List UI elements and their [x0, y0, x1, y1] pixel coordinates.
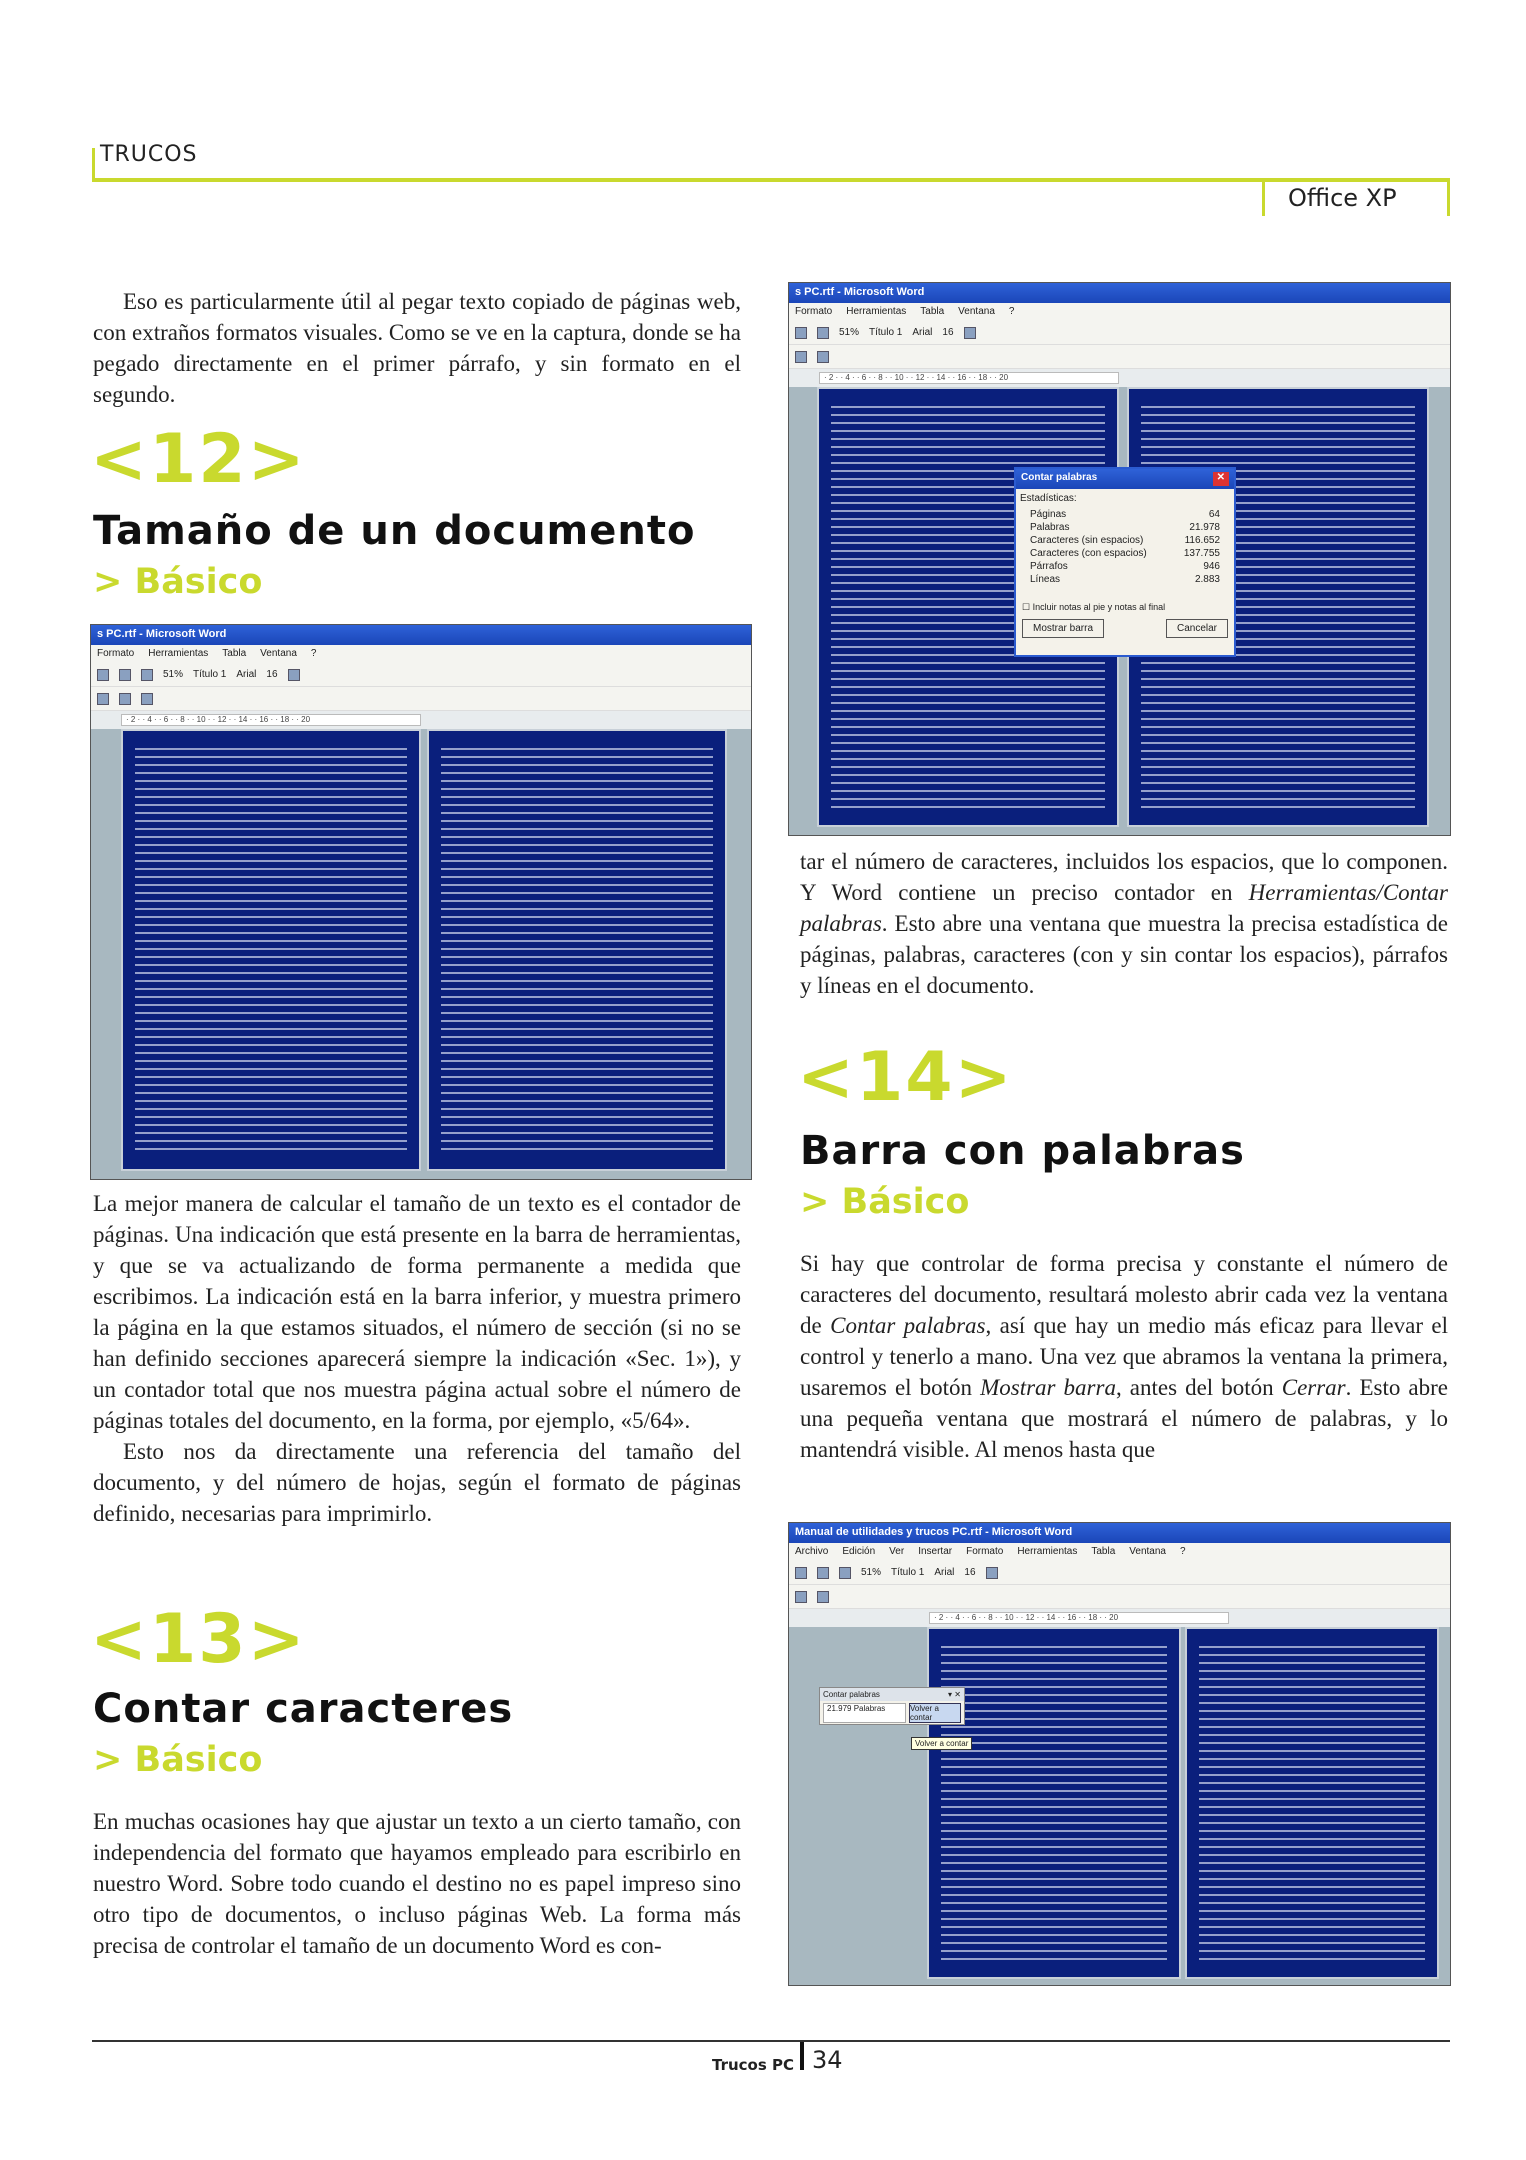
window-title: Manual de utilidades y trucos PC.rtf - Microsoft Word [789, 1523, 1450, 1543]
menu-item[interactable]: Tabla [920, 306, 945, 317]
menu-bar [91, 645, 751, 663]
window-title: s PC.rtf - Microsoft Word [91, 625, 751, 645]
stat-row: Páginas 64 [1030, 509, 1220, 520]
menu-bar [789, 1543, 1450, 1561]
zoom-select[interactable]: 51% [861, 1567, 882, 1578]
font-select[interactable]: Arial [912, 327, 933, 338]
tip-level-13: > Básico [93, 1740, 263, 1780]
toolbar-2 [91, 687, 751, 711]
ruler [789, 1609, 1450, 1627]
toolbar [91, 663, 751, 687]
menu-item[interactable]: Edición [842, 1546, 876, 1557]
doc-page-left [927, 1627, 1181, 1979]
menu-item[interactable]: Archivo [795, 1546, 829, 1557]
stat-row: Palabras 21.978 [1030, 522, 1220, 533]
tip-level-14: > Básico [800, 1182, 970, 1222]
intro-paragraph [93, 286, 741, 410]
toolbar-title: Contar palabras [823, 1690, 880, 1699]
menu-item[interactable]: Ventana [958, 306, 995, 317]
zoom-select[interactable]: 51% [163, 669, 184, 680]
include-notes-checkbox[interactable]: ☐ Incluir notas al pie y notas al final [1022, 602, 1166, 612]
intro-text: Eso es particularmente útil al pegar texto copiado de páginas web, con extraños formatos visuales. Como se ve en la captura, donde se ha pegado directamente en el primer párrafo, y sin formato en el segundo. [93, 289, 741, 407]
ruler-scale: · 2 · · 4 · · 6 · · 8 · · 10 · · 12 · · 14 · · 16 · · 18 · · 20 [929, 1612, 1229, 1624]
menu-item[interactable]: Herramientas [148, 648, 209, 659]
toolbar-icon[interactable] [795, 1567, 807, 1579]
section-title: TRUCOS [100, 142, 198, 167]
doc-page-left [121, 729, 421, 1171]
style-select[interactable]: Título 1 [891, 1567, 925, 1578]
menu-item[interactable]: Tabla [1091, 1546, 1116, 1557]
toolbar [789, 1561, 1450, 1585]
paragraph: La mejor manera de calcular el tamaño de un texto es el contador de páginas. Una indicación que está presente en la barra de herramientas, y que se va actualizando de forma permanente a medida que escribimos. La indicación está en la barra inferior, y muestra primero la página en la que estamos situados, el número de sección (si no se han definido secciones aparecerá siempre la indicación «Sec. 1»), y un contador total que nos muestra página actual sobre el número de páginas totales del documento, en la forma, por ejemplo, «5/64». [93, 1191, 741, 1433]
menu-item[interactable]: Ventana [260, 648, 297, 659]
menu-item[interactable]: Formato [97, 648, 135, 659]
ruler-scale: · 2 · · 4 · · 6 · · 8 · · 10 · · 12 · · 14 · · 16 · · 18 · · 20 [121, 714, 421, 726]
menu-item[interactable]: Formato [795, 306, 833, 317]
toolbar-icon[interactable] [97, 693, 109, 705]
bold-icon[interactable] [986, 1567, 998, 1579]
toolbar-icon[interactable] [817, 1567, 829, 1579]
toolbar-icon[interactable] [141, 693, 153, 705]
toolbar-icon[interactable] [119, 693, 131, 705]
toolbar-icon[interactable] [795, 327, 807, 339]
paragraph: En muchas ocasiones hay que ajustar un texto a un cierto tamaño, con independencia del formato que hayamos empleado para escribirlo en nuestro Word. Sobre todo cuando el destino no es papel impreso sino otro tipo de documentos, o incluso páginas Web. La forma más precisa de controlar el tamaño de un documento Word es con- [93, 1809, 741, 1958]
tip-number-13: <13> [90, 1600, 307, 1679]
tip-title-12: Tamaño de un documento [93, 508, 696, 554]
word-screenshot-2 [788, 282, 1451, 836]
stats-label: Estadísticas: [1020, 493, 1077, 504]
tooltip: Volver a contar [911, 1737, 972, 1750]
toolbar-2 [789, 345, 1450, 369]
header-accent [92, 148, 95, 180]
footer-rule [92, 2040, 1450, 2042]
toolbar-icon[interactable] [839, 1567, 851, 1579]
toolbar-icon[interactable] [97, 669, 109, 681]
toolbar-icon[interactable] [817, 351, 829, 363]
word-screenshot-1 [90, 624, 752, 1180]
menu-bar [789, 303, 1450, 321]
menu-item[interactable]: ? [1008, 306, 1015, 317]
toolbar-icon[interactable] [795, 1591, 807, 1603]
menu-item[interactable]: Ventana [1129, 1546, 1166, 1557]
close-icon[interactable]: ▾ ✕ [948, 1690, 961, 1699]
menu-item[interactable]: Herramientas [1017, 1546, 1078, 1557]
show-bar-button[interactable]: Mostrar barra [1022, 619, 1104, 638]
toolbar-icon[interactable] [141, 669, 153, 681]
word-count-field[interactable]: 21.979 Palabras [823, 1703, 906, 1723]
tip-title-13: Contar caracteres [93, 1686, 514, 1732]
word-count-dialog [1014, 467, 1236, 657]
ruler [789, 369, 1450, 387]
style-select[interactable]: Título 1 [869, 327, 903, 338]
style-select[interactable]: Título 1 [193, 669, 227, 680]
ruler-scale: · 2 · · 4 · · 6 · · 8 · · 10 · · 12 · · 14 · · 16 · · 18 · · 20 [819, 372, 1119, 384]
size-select[interactable]: 16 [964, 1567, 976, 1578]
tip13-continued [800, 846, 1448, 1001]
ruler [91, 711, 751, 729]
doc-page-right [1185, 1627, 1439, 1979]
recount-button[interactable]: Volver a contar [909, 1703, 961, 1723]
menu-item[interactable]: ? [310, 648, 317, 659]
toolbar-icon[interactable] [119, 669, 131, 681]
toolbar [789, 321, 1450, 345]
doc-page-right [427, 729, 727, 1171]
menu-item[interactable]: Formato [966, 1546, 1004, 1557]
paragraph: tar el número de caracteres, incluidos los espacios, que lo componen. Y Word contiene un preciso contador en Herramientas/Contar palabras. Esto abre una ventana que muestra la precisa estadística de páginas, palabras, caracteres (con y sin contar los espacios), párrafos y líneas en el documento. [800, 849, 1448, 998]
tip-number-12: <12> [90, 420, 307, 499]
document-area [789, 1627, 1450, 1985]
zoom-select[interactable]: 51% [839, 327, 860, 338]
cancel-button[interactable]: Cancelar [1166, 619, 1228, 638]
stat-row: Caracteres (sin espacios) 116.652 [1030, 535, 1220, 546]
page-number: 34 [812, 2046, 843, 2074]
menu-item[interactable]: ? [1179, 1546, 1186, 1557]
toolbar-2 [789, 1585, 1450, 1609]
tip-level-12: > Básico [93, 562, 263, 602]
tip13-body [93, 1806, 741, 1961]
font-select[interactable]: Arial [934, 1567, 955, 1578]
stat-row: Líneas 2.883 [1030, 574, 1220, 585]
document-area [91, 729, 751, 1179]
menu-item[interactable]: Tabla [222, 648, 247, 659]
font-select[interactable]: Arial [236, 669, 257, 680]
size-select[interactable]: 16 [266, 669, 278, 680]
window-title: s PC.rtf - Microsoft Word [789, 283, 1450, 303]
menu-item[interactable]: Ver [889, 1546, 905, 1557]
toolbar-icon[interactable] [795, 351, 807, 363]
stat-row: Caracteres (con espacios) 137.755 [1030, 548, 1220, 559]
toolbar-icon[interactable] [817, 1591, 829, 1603]
menu-item[interactable]: Insertar [918, 1546, 953, 1557]
footer-divider [800, 2042, 804, 2070]
stat-row: Párrafos 946 [1030, 561, 1220, 572]
toolbar-icon[interactable] [817, 327, 829, 339]
header-rule [92, 178, 1450, 182]
tip14-body [800, 1248, 1448, 1465]
tip-title-14: Barra con palabras [800, 1128, 1245, 1174]
bold-icon[interactable] [964, 327, 976, 339]
paragraph: Esto nos da directamente una referencia del tamaño del documento, y del número de hojas, según el formato de páginas definido, necesarias para imprimirlo. [93, 1439, 741, 1526]
bold-icon[interactable] [288, 669, 300, 681]
word-screenshot-3 [788, 1522, 1451, 1986]
close-icon[interactable]: ✕ [1213, 472, 1229, 486]
magazine-name: Trucos PC [712, 2056, 795, 2074]
size-select[interactable]: 16 [942, 327, 954, 338]
paragraph: Si hay que controlar de forma precisa y constante el número de caracteres del documento, resultará molesto abrir cada vez la ventana de Contar palabras, así que hay un medio más eficaz para llevar el control y tenerlo a mano. Una vez que abramos la ventana la primera, usaremos el botón Mostrar barra, antes del botón Cerrar. Esto abre una pequeña ventana que mostrará el número de palabras, y lo mantendrá visible. Al menos hasta que [800, 1251, 1448, 1462]
menu-item[interactable]: Herramientas [846, 306, 907, 317]
dialog-title: Contar palabras [1021, 472, 1098, 483]
tip12-body [93, 1188, 741, 1529]
subsection-title: Office XP [1288, 184, 1397, 212]
document-area [789, 387, 1450, 835]
word-count-toolbar [819, 1687, 965, 1725]
tip-number-14: <14> [797, 1038, 1014, 1117]
